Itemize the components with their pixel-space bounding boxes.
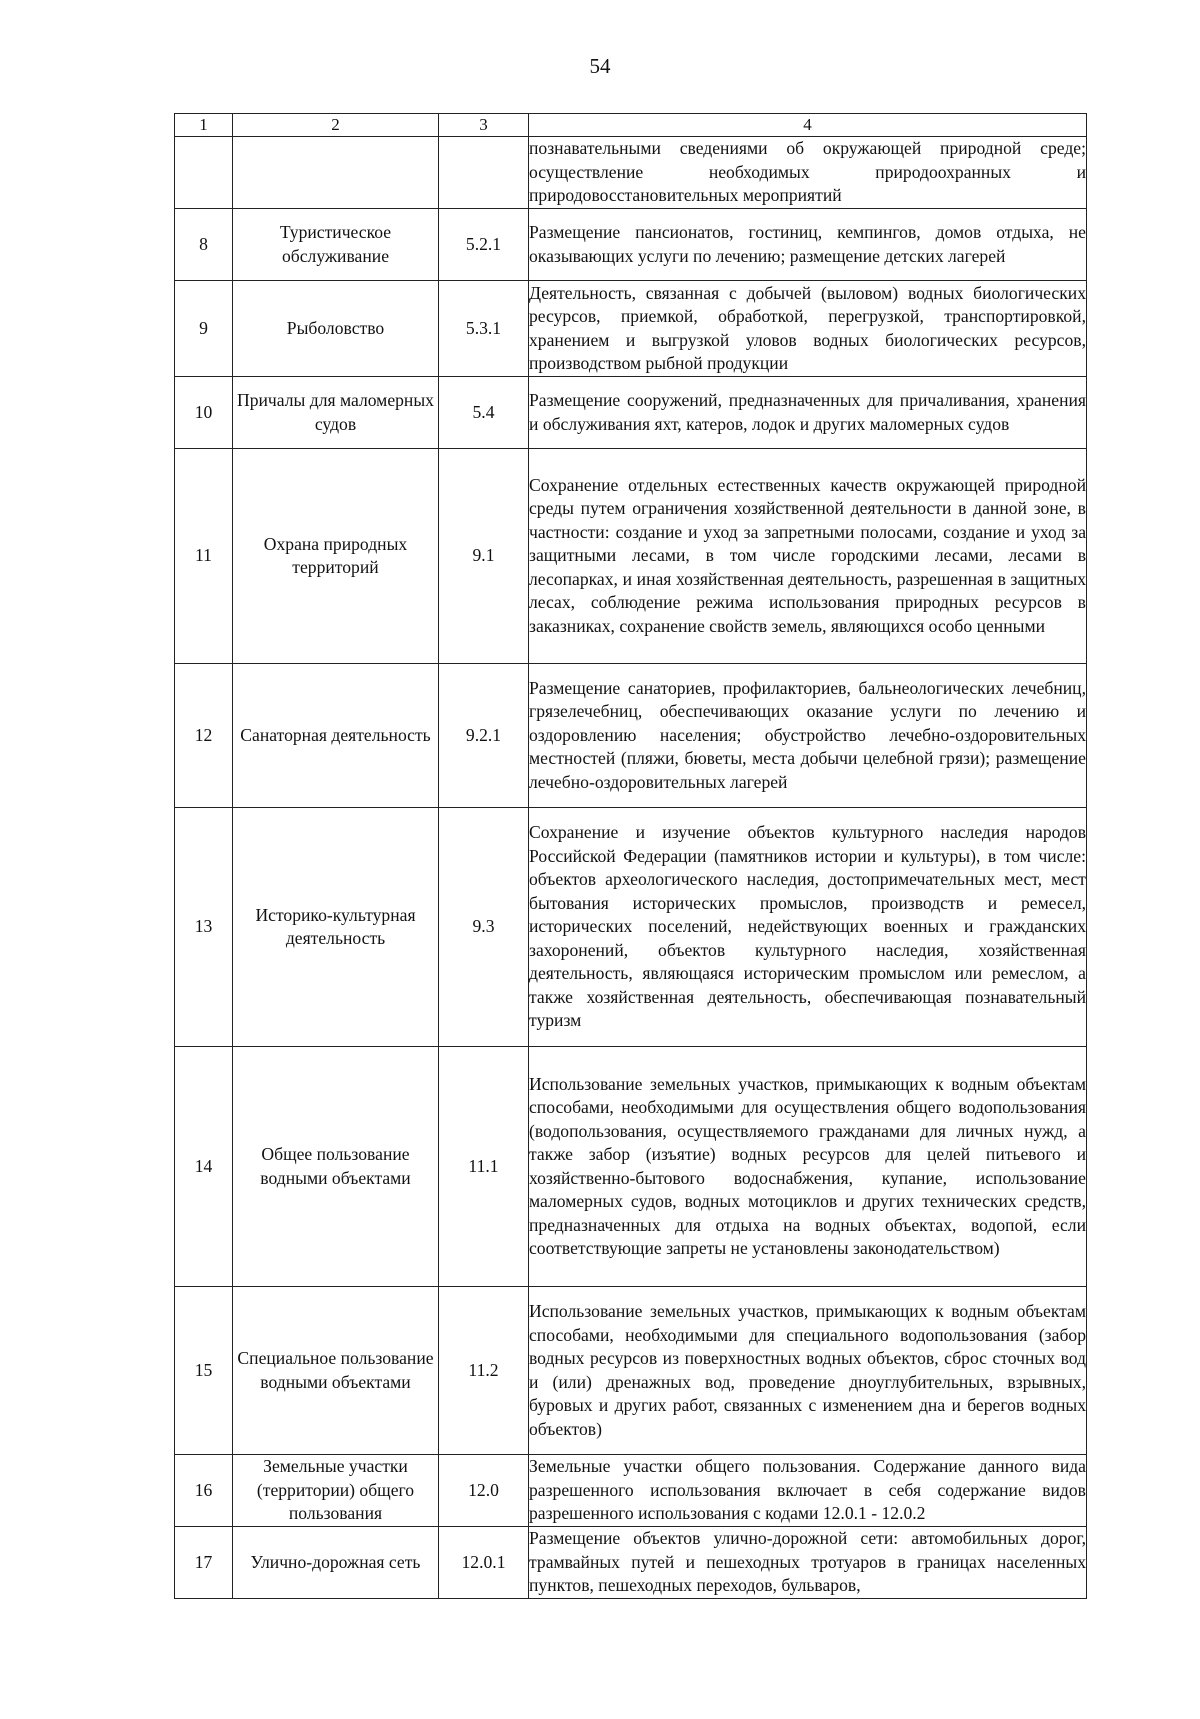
use-code: 12.0 bbox=[439, 1455, 529, 1527]
use-code: 11.2 bbox=[439, 1287, 529, 1455]
use-description: Деятельность, связанная с добычей (выловом) водных биологических ресурсов, приемкой, обработкой, перегрузкой, транспортировкой, хранением и выгрузкой уловов водных биологических ресурсов, производством рыбной продукции bbox=[529, 281, 1087, 377]
header-cell: 4 bbox=[529, 114, 1087, 137]
use-name: Рыболовство bbox=[233, 281, 439, 377]
use-name: Специальное пользование водными объектами bbox=[233, 1287, 439, 1455]
table-row bbox=[175, 1287, 1087, 1455]
page-number: 54 bbox=[589, 54, 611, 78]
row-number: 15 bbox=[175, 1287, 233, 1455]
header-cell: 3 bbox=[439, 114, 529, 137]
use-code: 5.3.1 bbox=[439, 281, 529, 377]
use-code: 5.4 bbox=[439, 377, 529, 449]
row-number: 13 bbox=[175, 808, 233, 1047]
use-description: Сохранение отдельных естественных качеств окружающей природной среды путем ограничения хозяйственной деятельности в данной зоне, в частности: создание и уход за запретными полосами, создание и уход за защитными лесами, в том числе городскими лесами, лесами в лесопарках, и иная хозяйственная деятельность, разрешенная в защитных лесах, соблюдение режима использования природных ресурсов в заказниках, сохранение свойств земель, являющихся особо ценными bbox=[529, 449, 1087, 664]
row-number bbox=[175, 137, 233, 209]
use-description: Использование земельных участков, примыкающих к водным объектам способами, необходимыми для специального водопользования (забор водных ресурсов из поверхностных водных объектов, сброс сточных вод и (или) дренажных вод, проведение дноуглубительных, взрывных, буровых и других работ, связанных с изменением дна и берегов водных объектов) bbox=[529, 1287, 1087, 1455]
use-description: Земельные участки общего пользования. Содержание данного вида разрешенного использования включает в себя содержание видов разрешенного использования с кодами 12.0.1 - 12.0.2 bbox=[529, 1455, 1087, 1527]
table-row bbox=[175, 209, 1087, 281]
table-row bbox=[175, 1527, 1087, 1599]
land-use-table bbox=[174, 113, 1087, 1599]
use-name bbox=[233, 137, 439, 209]
use-description: Размещение сооружений, предназначенных для причаливания, хранения и обслуживания яхт, катеров, лодок и других маломерных судов bbox=[529, 377, 1087, 449]
row-number: 11 bbox=[175, 449, 233, 664]
use-name: Санаторная деятельность bbox=[233, 664, 439, 808]
use-name: Охрана природных территорий bbox=[233, 449, 439, 664]
table-row bbox=[175, 449, 1087, 664]
row-number: 10 bbox=[175, 377, 233, 449]
use-code: 9.3 bbox=[439, 808, 529, 1047]
table-row bbox=[175, 281, 1087, 377]
use-code: 12.0.1 bbox=[439, 1527, 529, 1599]
table-header-row bbox=[175, 114, 1087, 137]
table-row bbox=[175, 137, 1087, 209]
use-name: Туристическое обслуживание bbox=[233, 209, 439, 281]
header-cell: 2 bbox=[233, 114, 439, 137]
use-code: 9.2.1 bbox=[439, 664, 529, 808]
row-number: 9 bbox=[175, 281, 233, 377]
use-code: 11.1 bbox=[439, 1047, 529, 1287]
row-number: 12 bbox=[175, 664, 233, 808]
use-name: Улично-дорожная сеть bbox=[233, 1527, 439, 1599]
use-code: 5.2.1 bbox=[439, 209, 529, 281]
table-row bbox=[175, 1047, 1087, 1287]
row-number: 14 bbox=[175, 1047, 233, 1287]
use-description: Размещение санаториев, профилакториев, бальнеологических лечебниц, грязелечебниц, обеспечивающих оказание услуги по лечению и оздоровлению населения; обустройство лечебно-оздоровительных местностей (пляжи, бюветы, места добычи целебной грязи); размещение лечебно-оздоровительных лагерей bbox=[529, 664, 1087, 808]
use-code bbox=[439, 137, 529, 209]
use-code: 9.1 bbox=[439, 449, 529, 664]
row-number: 8 bbox=[175, 209, 233, 281]
header-cell: 1 bbox=[175, 114, 233, 137]
use-description: Использование земельных участков, примыкающих к водным объектам способами, необходимыми для осуществления общего водопользования (водопользования, осуществляемого гражданами для личных нужд, а также забор (изъятие) водных ресурсов для целей питьевого и хозяйственно-бытового водоснабжения, купание, использование маломерных судов, водных мотоциклов и других технических средств, предназначенных для отдыха на водных объектах, водопой, если соответствующие запреты не установлены законодательством) bbox=[529, 1047, 1087, 1287]
use-name: Историко-культурная деятельность bbox=[233, 808, 439, 1047]
use-description: Размещение объектов улично-дорожной сети: автомобильных дорог, трамвайных путей и пешеходных тротуаров в границах населенных пунктов, пешеходных переходов, бульваров, bbox=[529, 1527, 1087, 1599]
table-row bbox=[175, 664, 1087, 808]
row-number: 17 bbox=[175, 1527, 233, 1599]
use-name: Причалы для маломерных судов bbox=[233, 377, 439, 449]
table-row bbox=[175, 377, 1087, 449]
table-row bbox=[175, 1455, 1087, 1527]
use-name: Земельные участки (территории) общего пользования bbox=[233, 1455, 439, 1527]
use-description: Размещение пансионатов, гостиниц, кемпингов, домов отдыха, не оказывающих услуги по лечению; размещение детских лагерей bbox=[529, 209, 1087, 281]
use-name: Общее пользование водными объектами bbox=[233, 1047, 439, 1287]
row-number: 16 bbox=[175, 1455, 233, 1527]
use-description: Сохранение и изучение объектов культурного наследия народов Российской Федерации (памятников истории и культуры), в том числе: объектов археологического наследия, достопримечательных мест, мест бытования исторических промыслов, производств и ремесел, исторических поселений, недействующих военных и гражданских захоронений, объектов культурного наследия, хозяйственная деятельность, являющаяся историческим промыслом или ремеслом, а также хозяйственная деятельность, обеспечивающая познавательный туризм bbox=[529, 808, 1087, 1047]
table-row bbox=[175, 808, 1087, 1047]
use-description: познавательными сведениями об окружающей природной среде; осуществление необходимых природоохранных и природовосстановительных мероприятий bbox=[529, 137, 1087, 209]
